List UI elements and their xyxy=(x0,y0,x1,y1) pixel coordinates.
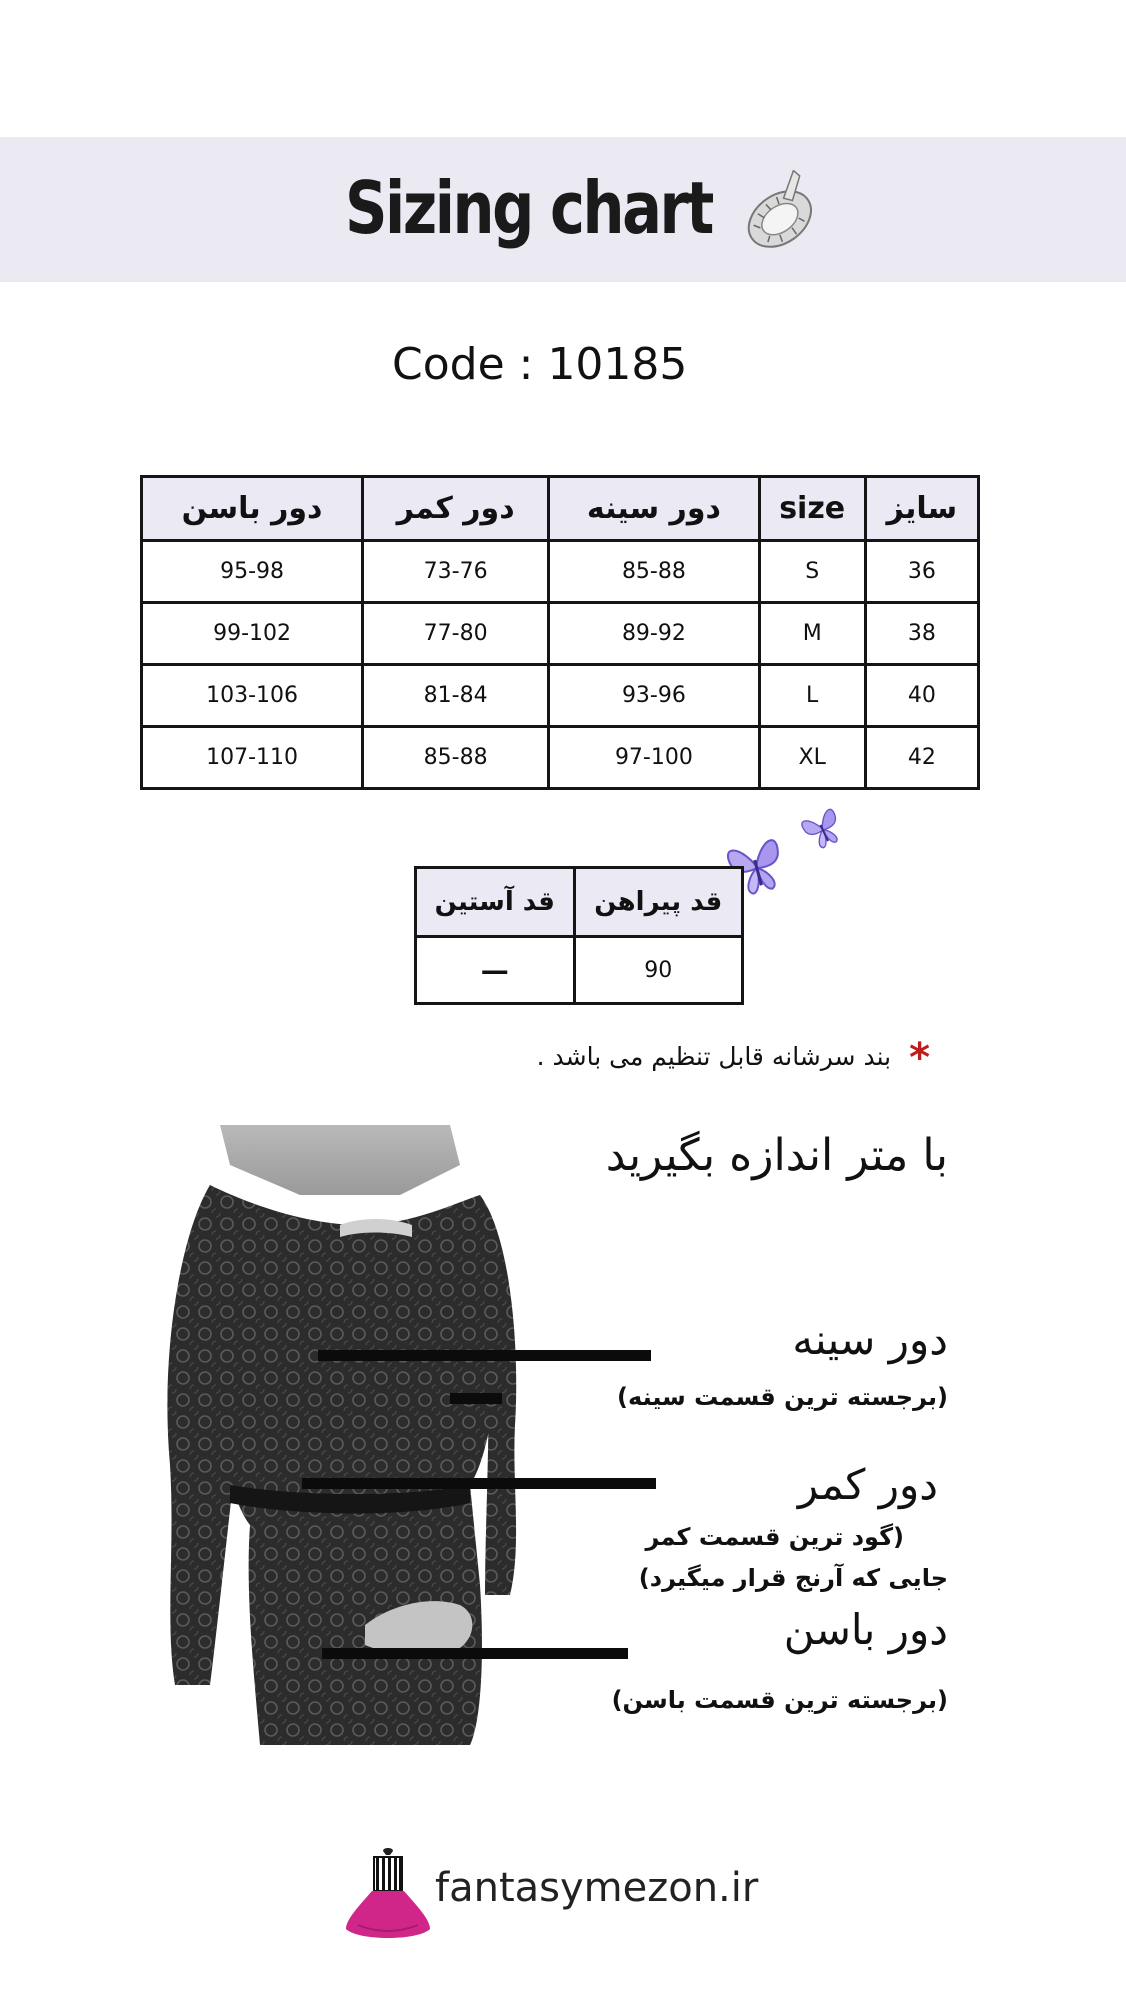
table-cell: 85-88 xyxy=(363,727,549,789)
table-cell: 85-88 xyxy=(549,541,760,603)
header-cell: دور کمر xyxy=(363,477,549,541)
table-cell: XL xyxy=(759,727,865,789)
header-cell: قد پیراهن xyxy=(574,868,743,937)
header-cell: size xyxy=(759,477,865,541)
adjustable-strap-note xyxy=(400,1035,930,1085)
note-text: بند سرشانه قابل تنظیم می باشد . xyxy=(536,1042,892,1071)
table-row xyxy=(142,603,979,665)
table-cell: 36 xyxy=(865,541,978,603)
hip-label: دور باسن xyxy=(783,1605,948,1654)
waist-label: دور کمر xyxy=(797,1460,938,1509)
table-cell: 42 xyxy=(865,727,978,789)
header-cell: قد آستین xyxy=(416,868,575,937)
table-cell: 95-98 xyxy=(142,541,363,603)
table-cell: 77-80 xyxy=(363,603,549,665)
dress-logo-icon xyxy=(338,1845,438,1945)
table-row xyxy=(416,937,743,1004)
table-row xyxy=(142,727,979,789)
length-table xyxy=(414,866,744,1005)
brand-link[interactable]: fantasymezon.ir xyxy=(435,1865,759,1911)
butterfly-icon xyxy=(798,804,846,852)
table-cell: 38 xyxy=(865,603,978,665)
table-cell: L xyxy=(759,665,865,727)
asterisk-icon: * xyxy=(909,1035,930,1081)
waist-hint-line-2: جایی که آرنج قرار میگیرد) xyxy=(638,1564,948,1592)
table-cell: 40 xyxy=(865,665,978,727)
hip-measure-line xyxy=(322,1648,628,1659)
table-cell: 103-106 xyxy=(142,665,363,727)
chest-hint: (برجسته ترین قسمت سینه) xyxy=(617,1383,948,1411)
table-cell: 99-102 xyxy=(142,603,363,665)
underbust-measure-line xyxy=(450,1393,502,1404)
table-cell: 89-92 xyxy=(549,603,760,665)
page-title: Sizing chart xyxy=(345,166,712,250)
table-row xyxy=(142,541,979,603)
table-cell: 90 xyxy=(574,937,743,1004)
table-cell: S xyxy=(759,541,865,603)
size-table-header-row xyxy=(142,477,979,541)
hip-hint: (برجسته ترین قسمت باسن) xyxy=(611,1686,948,1714)
chest-label: دور سینه xyxy=(792,1315,948,1364)
chest-measure-line xyxy=(318,1350,651,1361)
product-code: Code : 10185 xyxy=(392,339,688,390)
header-cell: سایز xyxy=(865,477,978,541)
length-table-header-row xyxy=(416,868,743,937)
header-cell: دور باسن xyxy=(142,477,363,541)
table-cell: 93-96 xyxy=(549,665,760,727)
waist-hint-line-1: (گود ترین قسمت کمر xyxy=(645,1523,904,1551)
table-cell: M xyxy=(759,603,865,665)
table-cell: 73-76 xyxy=(363,541,549,603)
table-cell: 81-84 xyxy=(363,665,549,727)
measure-guide-heading: با متر اندازه بگیرید xyxy=(605,1130,948,1181)
size-table xyxy=(140,475,980,790)
waist-measure-line xyxy=(302,1478,656,1489)
measuring-tape-icon xyxy=(732,170,822,260)
table-row xyxy=(142,665,979,727)
header-cell: دور سینه xyxy=(549,477,760,541)
table-cell: 97-100 xyxy=(549,727,760,789)
table-cell: — xyxy=(416,937,575,1004)
table-cell: 107-110 xyxy=(142,727,363,789)
